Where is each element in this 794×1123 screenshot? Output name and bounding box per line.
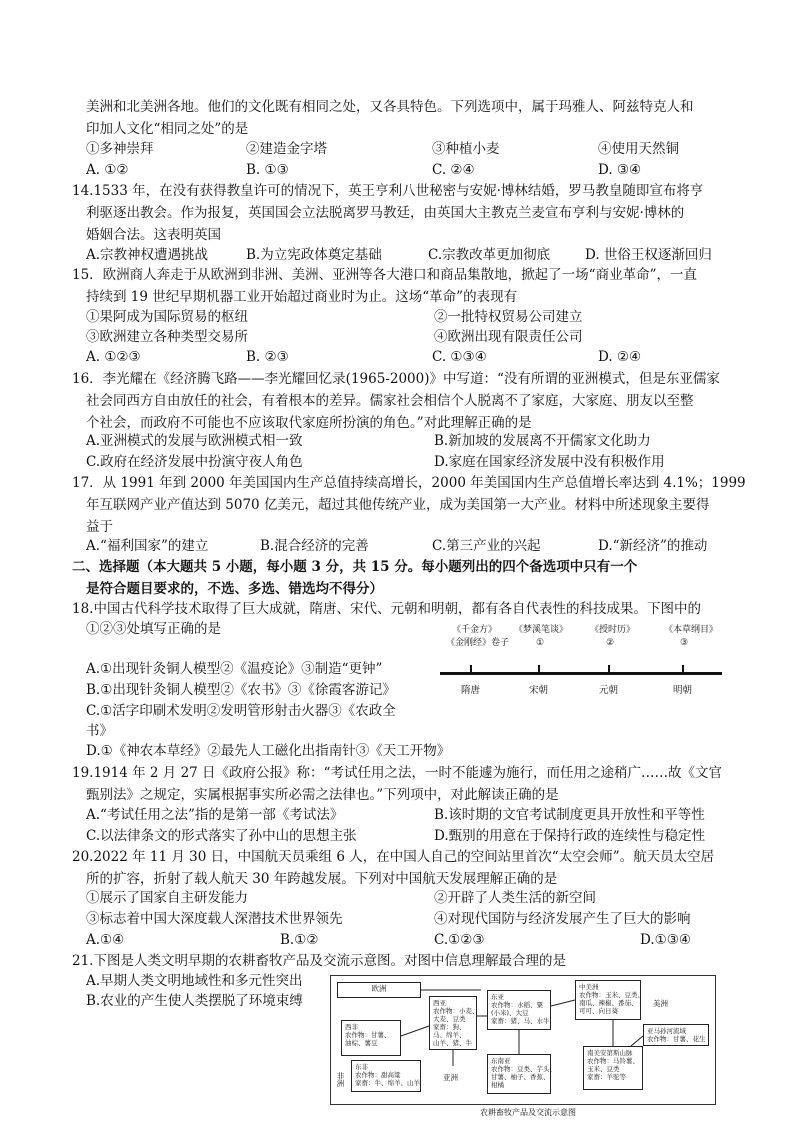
q15-stem-line2: 持续到 19 世纪早期机器工业开始超过商业时为止。这场“革命”的表现有 — [86, 289, 518, 305]
q20-choice-d: D.①③④ — [640, 932, 691, 948]
q19-choice-a: A.“考试任用之法”指的是第一部《考试法》 — [86, 807, 344, 823]
timeline-era-yuan: 元朝 — [599, 685, 619, 696]
q15-choice-b: B. ②③ — [246, 349, 289, 365]
timeline-tick — [682, 665, 684, 673]
q17-choice-c: C.第三产业的兴起 — [432, 538, 541, 554]
q20-stem-line2: 所的扩容，折射了载人航天 30 年跨越发展。下列对中国航天发展理解正确的是 — [86, 871, 558, 887]
map-box-amazon: 亚马孙河流域 农作物：甘薯、花生 — [643, 1024, 709, 1046]
q13-item-1: ①多神崇拜 — [86, 141, 154, 157]
map-region-europe: 欧洲 — [337, 982, 421, 998]
q15-item-3: ③欧洲建立各种类型交易所 — [86, 329, 248, 345]
q13-choice-a: A. ①② — [86, 162, 129, 178]
q16-choice-d: D.家庭在国家经济发展中没有积极作用 — [434, 454, 665, 470]
q15-item-1: ①果阿成为国际贸易的枢纽 — [86, 309, 248, 325]
map-box-east-asia: 东亚 农作物：水稻、粟 (小米)、大豆 家畜：猪、马、水牛 — [487, 990, 551, 1030]
q17-stem-line2: 年互联网产业产值达到 5070 亿美元，超过其他传统产业，成为美国第一大产业。材料中所述现象主要得 — [86, 497, 710, 513]
q13-item-4: ④使用天然铜 — [598, 141, 679, 157]
q16-choice-b: B.新加坡的发展离不开儒家文化助力 — [434, 433, 651, 449]
timeline-label-qianjinfang: 《千金方》 — [452, 625, 498, 635]
timeline-mark-2: ② — [606, 638, 615, 648]
q13-stem-line2: 印加人文化“相同之处”的是 — [86, 121, 249, 137]
map-region-africa: 非洲 — [336, 1072, 345, 1087]
map-box-andes: 南美安第斯山脉 农作物：马铃薯、 玉米、豆类 家畜：羊驼等 — [583, 1046, 643, 1090]
q19-choice-b: B.该时期的文官考试制度更具开放性和平等性 — [434, 807, 705, 823]
timeline-era-ming: 明朝 — [673, 685, 693, 696]
q20-item-4: ④对现代国防与经济发展产生了巨大的影响 — [434, 911, 691, 927]
q16-stem-line2: 社会同西方自由放任的社会，有着根本的差异。儒家社会相信个人脱离不了家庭，大家庭、朋友以至整 — [86, 393, 694, 409]
timeline-label-jingangjing: 《金刚经》卷子 — [446, 638, 510, 648]
q18-stem-line2: ①②③处填写正确的是 — [86, 621, 221, 637]
q19-choice-c: C.以法律条文的形式落实了孙中山的思想主张 — [86, 828, 357, 844]
map-region-asia: 亚洲 — [443, 1073, 458, 1082]
q14-stem-line3: 婚姻合法。这表明英国 — [86, 227, 221, 243]
q14-stem-line1: 14.1533 年，在没有获得教皇许可的情况下，英王亨利八世秘密与安妮·博林结婚，罗马教皇随即宣布将亨 — [72, 183, 704, 199]
q20-choice-c: C.①②③ — [434, 932, 485, 948]
q20-choice-b: B.①② — [280, 932, 319, 948]
q17-stem-line3: 益于 — [86, 519, 113, 535]
q17-choice-d: D.“新经济”的推动 — [598, 538, 708, 554]
q18-choice-c-cont: 书》 — [86, 723, 113, 739]
q18-choice-b: B.①出现针灸铜人模型②《农书》③《徐霞客游记》 — [86, 682, 396, 698]
q19-stem-line2: 甄别法》之规定，实属根据事实所必需之法律也。”下列项中，对此解读正确的是 — [86, 787, 559, 803]
map-box-west-asia: 西亚 农作物：小麦、 大麦、豆类 家畜：狗、 马、绵羊、 山羊、猪、牛 — [429, 996, 477, 1050]
q18-stem-line1: 18.中国古代科学技术取得了巨大成就，隋唐、宋代、元朝和明朝，都有各自代表性的科技成果。下图中的 — [72, 601, 701, 617]
q17-choice-a: A.“福利国家”的建立 — [86, 538, 209, 554]
q15-item-4: ④欧洲出现有限责任公司 — [434, 329, 583, 345]
map-box-west-africa: 西非 农作物：甘薯、 油棕、薯豆 — [341, 1020, 401, 1056]
map-caption: 农耕畜牧产品及交流示意图 — [480, 1108, 576, 1117]
q21-stem-line1: 21.下图是人类文明早期的农耕畜牧产品及交流示意图。对图中信息理解最合理的是 — [72, 953, 566, 969]
q13-stem-line1: 美洲和北美洲各地。他们的文化既有相同之处，又各具特色。下列选项中，属于玛雅人、阿兹特克人和 — [86, 99, 694, 115]
q16-choice-c: C.政府在经济发展中扮演守夜人角色 — [86, 454, 303, 470]
timeline-tick — [470, 665, 472, 673]
q17-choice-b: B.混合经济的完善 — [260, 538, 369, 554]
q21-map-diagram — [330, 975, 716, 1105]
map-box-east-africa: 东非 农作物：甜高粱 家畜：牛、绵羊、山羊 — [351, 1060, 421, 1092]
q16-stem-line3: 个社会，而政府不可能也不应该取代家庭所扮演的角色。”对此理解正确的是 — [86, 415, 532, 431]
q15-choice-a: A. ①②③ — [86, 349, 141, 365]
q13-item-3: ③种植小麦 — [432, 141, 500, 157]
section2-heading-line2: 是符合题目要求的，不选、多选、错选均不得分） — [86, 581, 383, 597]
timeline-label-mengxibitan: 《梦溪笔谈》 — [514, 625, 569, 635]
timeline-mark-3: ③ — [680, 638, 689, 648]
q14-choice-a: A.宗教神权遭遇挑战 — [86, 247, 209, 263]
timeline-era-suitang: 隋唐 — [461, 685, 481, 696]
timeline-tick — [608, 665, 610, 673]
q18-choice-d: D.①《神农本草经》②最先人工磁化出指南针③《天工开物》 — [86, 743, 451, 759]
section2-heading-line1: 二、选择题（本大题共 5 小题，每小题 3 分，共 15 分。每小题列出的四个备选项中只有一个 — [72, 559, 638, 575]
q18-choice-c: C.①活字印刷术发明②发明管形射击火器③《农政全 — [86, 703, 396, 719]
map-box-central-america: 中美洲 农作物：玉米、豆类、 南瓜、辣椒、番茄、 可可、向日葵 — [575, 980, 641, 1020]
q14-choice-d: D. 世俗王权逐渐回归 — [585, 247, 712, 263]
q13-choice-d: D. ③④ — [598, 162, 642, 178]
q19-stem-line1: 19.1914 年 2 月 27 日《政府公报》称：“考试任用之法，一时不能遽为施行，而任用之途稍广……故《文官 — [72, 765, 722, 781]
q21-choice-b: B.农业的产生使人类摆脱了环境束缚 — [86, 993, 303, 1009]
q20-item-1: ①展示了国家自主研发能力 — [86, 890, 248, 906]
q20-item-3: ③标志着中国大深度载人深潜技术世界领先 — [86, 911, 343, 927]
timeline-label-shoushili: 《授时历》 — [590, 625, 636, 635]
map-region-america: 美洲 — [653, 999, 668, 1008]
q14-choice-c: C.宗教改革更加彻底 — [428, 247, 551, 263]
q16-choice-a: A.亚洲模式的发展与欧洲模式相一致 — [86, 433, 303, 449]
timeline-axis — [440, 672, 722, 675]
q13-choice-b: B. ①③ — [246, 162, 289, 178]
q18-choice-a: A.①出现针灸铜人模型②《温疫论》③制造“更钟” — [86, 661, 383, 677]
q17-stem-line1: 17．从 1991 年到 2000 年美国国内生产总值持续高增长，2000 年美国国内生产总值增长率达到 4.1%；1999 — [72, 475, 746, 491]
map-flow-arrows — [331, 976, 715, 1104]
timeline-label-bencaogangmu: 《本草纲目》 — [664, 625, 719, 635]
q19-choice-d: D.甄别的用意在于保持行政的连续性与稳定性 — [434, 828, 706, 844]
timeline-mark-1: ① — [536, 638, 545, 648]
q21-choice-a: A.早期人类文明地域性和多元性突出 — [86, 973, 303, 989]
timeline-era-song: 宋朝 — [529, 685, 549, 696]
q15-choice-d: D. ②④ — [598, 349, 642, 365]
q13-item-2: ②建造金字塔 — [246, 141, 327, 157]
q14-stem-line2: 利驱逐出教会。作为报复，英国国会立法脱离罗马教廷，由英国大主教克兰麦宣布亨利与安妮·博林的 — [86, 205, 685, 221]
q20-item-2: ②开辟了人类生活的新空间 — [434, 890, 596, 906]
q15-choice-c: C. ①③④ — [432, 349, 487, 365]
q20-choice-a: A.①④ — [86, 932, 125, 948]
q13-choice-c: C. ②④ — [432, 162, 475, 178]
q14-choice-b: B.为立宪政体奠定基础 — [246, 247, 382, 263]
q15-stem-line1: 15．欧洲商人奔走于从欧洲到非洲、美洲、亚洲等各大港口和商品集散地，掀起了一场“商业革命”，一直 — [72, 267, 697, 283]
q15-item-2: ②一批特权贸易公司建立 — [434, 309, 583, 325]
q16-stem-line1: 16．李光耀在《经济腾飞路——李光耀回忆录(1965-2000)》中写道：“没有所谓的亚洲模式，但是东亚儒家 — [72, 371, 720, 387]
map-box-southeast-asia: 东南亚 农作物：豆类、芋头、 甘薯、柚子、香蕉、 柑橘 — [487, 1054, 551, 1094]
q20-stem-line1: 20.2022 年 11 月 30 日，中国航天员乘组 6 人，在中国人自己的空间站里首次“太空会师”。航天员太空居 — [72, 849, 715, 865]
timeline-tick — [538, 665, 540, 673]
